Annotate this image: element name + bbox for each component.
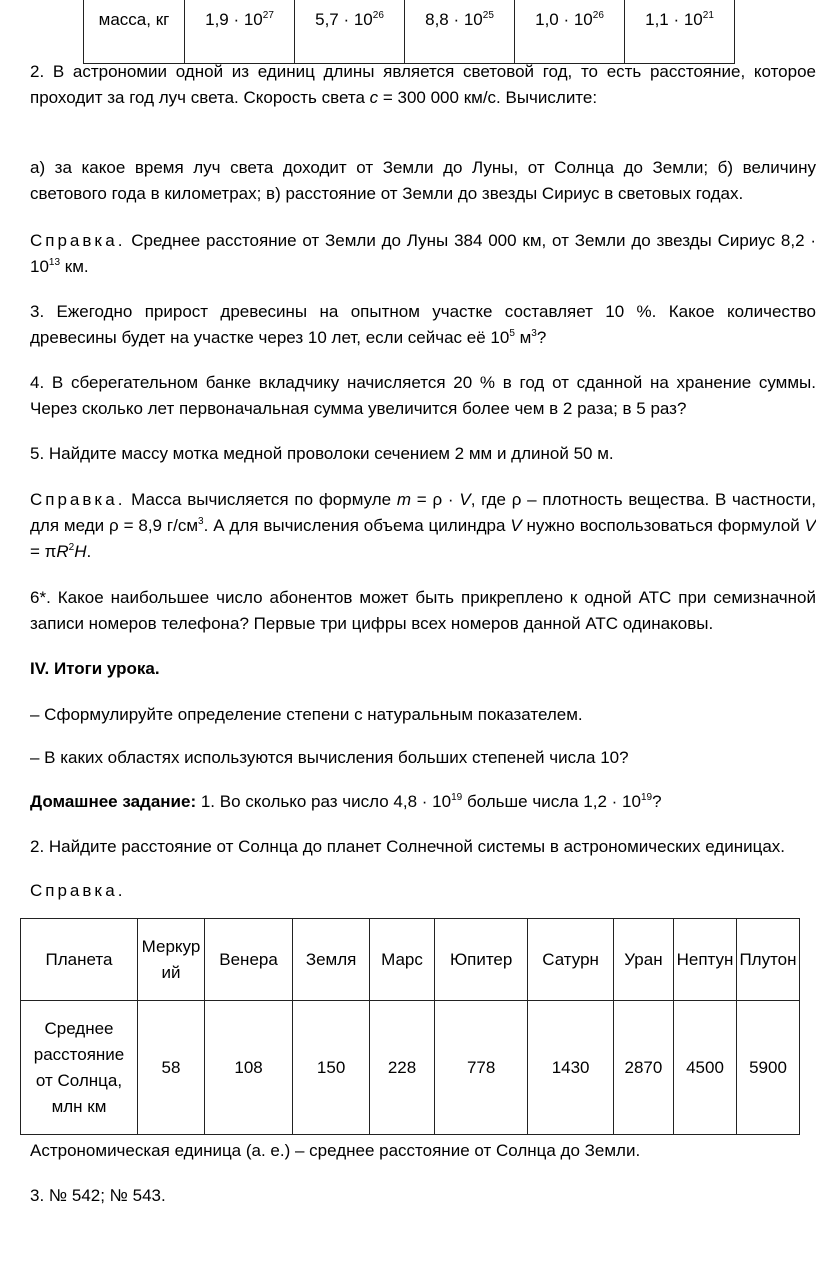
planet-name: Земля <box>293 919 370 1001</box>
question-1: – Сформулируйте определение степени с натуральным показателем. <box>30 705 583 724</box>
ref-label: Справка. <box>30 231 126 250</box>
table-row <box>21 1001 800 1135</box>
planet-name: Сатурн <box>528 919 614 1001</box>
planet-table <box>20 918 800 1135</box>
mass-label: масса, кг <box>84 0 185 64</box>
distance-cell: 4500 <box>674 1001 737 1135</box>
planet-name: Марс <box>370 919 435 1001</box>
exponent: 5 <box>509 328 515 339</box>
distance-cell: 1430 <box>528 1001 614 1135</box>
text: 2. В астрономии одной из единиц длины является световой год, то есть расстояние, которое проходит за год луч света. Скорость света <box>30 62 816 107</box>
mass-cell <box>625 0 735 64</box>
mantissa: 1,9 · 10 <box>205 10 263 29</box>
distance-cell: 2870 <box>613 1001 673 1135</box>
exponent: 13 <box>48 257 61 268</box>
planet-name: Меркурий <box>138 919 205 1001</box>
text: = 300 000 км/с. Вычислите: <box>378 88 598 107</box>
reference-1 <box>30 228 816 280</box>
mantissa: 8,8 · 10 <box>425 10 483 29</box>
au-definition: Астрономическая единица (а. е.) – среднее расстояние от Солнца до Земли. <box>30 1141 641 1160</box>
distance-cell: 150 <box>293 1001 370 1135</box>
var: V <box>804 516 816 535</box>
text: = ρ · <box>411 490 460 509</box>
mass-cell <box>185 0 295 64</box>
var: R <box>56 542 69 561</box>
var-c: c <box>369 88 379 107</box>
ref-label: Справка. <box>30 490 126 509</box>
exponent: 26 <box>592 10 604 21</box>
problem-6: 6*. Какое наибольшее число абонентов может быть прикреплено к одной АТС при семизначной записи номеров телефона? Первые три цифры всех номеров данной АТС одинаковы. <box>30 588 816 633</box>
exponent: 26 <box>372 10 384 21</box>
exponent: 3 <box>531 328 537 339</box>
homework-2: 2. Найдите расстояние от Солнца до планет Солнечной системы в астрономических единицах. <box>30 837 786 856</box>
homework-label: Домашнее задание: <box>30 792 197 811</box>
text: Масса вычисляется по формуле <box>125 490 397 509</box>
text: ? <box>652 792 662 811</box>
mantissa: 5,7 · 10 <box>315 10 373 29</box>
table-row <box>21 919 800 1001</box>
exponent: 2 <box>68 542 75 553</box>
distance-cell: 108 <box>205 1001 293 1135</box>
var: H <box>74 542 87 561</box>
exponent: 21 <box>702 10 714 21</box>
mass-cell <box>515 0 625 64</box>
planet-name: Венера <box>205 919 293 1001</box>
header-cell: Планета <box>21 919 138 1001</box>
distance-cell: 5900 <box>737 1001 800 1135</box>
exponent: 27 <box>262 10 274 21</box>
text: м <box>514 328 532 347</box>
mass-cell <box>295 0 405 64</box>
planet-name: Юпитер <box>434 919 527 1001</box>
question-2: – В каких областях используются вычисления больших степеней числа 10? <box>30 748 629 767</box>
text: 1. Во сколько раз число 4,8 · 10 <box>196 792 452 811</box>
homework-3: 3. № 542; № 543. <box>30 1186 166 1205</box>
section-heading: IV. Итоги урока. <box>30 659 160 678</box>
problem-4: 4. В сберегательном банке вкладчику начисляется 20 % в год от сданной на хранение суммы. Через сколько лет первоначальная сумма увеличится более чем в 2 раза; в 5 раз? <box>30 373 816 418</box>
text: км. <box>60 257 89 276</box>
text: = π <box>30 542 57 561</box>
exponent: 19 <box>640 792 653 803</box>
var: m <box>396 490 412 509</box>
mass-cell <box>405 0 515 64</box>
text: , где ρ – плотность вещества. В частности, для меди ρ = 8,9 г/см <box>30 490 816 535</box>
var: V <box>459 490 471 509</box>
planet-name: Уран <box>613 919 673 1001</box>
mass-table <box>83 0 735 64</box>
homework <box>30 789 816 815</box>
text: Среднее расстояние от Земли до Луны 384 000 км, от Земли до звезды Сириус 8,2 · 10 <box>30 231 816 276</box>
text: ? <box>536 328 547 347</box>
problem-2-parts: а) за какое время луч света доходит от Земли до Луны, от Солнца до Земли; б) величину светового года в километрах; в) расстояние от Земли до звезды Сириус в световых годах. <box>30 158 816 203</box>
problem-3 <box>30 299 816 351</box>
planet-name: Нептун <box>674 919 737 1001</box>
mantissa: 1,1 · 10 <box>645 10 703 29</box>
exponent: 3 <box>198 516 204 527</box>
text: 3. Ежегодно прирост древесины на опытном участке составляет 10 %. Какое количество древесины будет на участке через 10 лет, если сейчас её 10 <box>30 302 816 347</box>
problem-2 <box>30 59 816 111</box>
problem-5: 5. Найдите массу мотка медной проволоки сечением 2 мм и длиной 50 м. <box>30 444 614 463</box>
text: . <box>86 542 92 561</box>
text: нужно воспользоваться формулой <box>521 516 805 535</box>
distance-cell: 58 <box>138 1001 205 1135</box>
reference-3: Справка. <box>30 881 126 900</box>
distance-cell: 778 <box>434 1001 527 1135</box>
var: V <box>510 516 522 535</box>
mantissa: 1,0 · 10 <box>535 10 593 29</box>
reference-2 <box>30 487 816 565</box>
distance-cell: 228 <box>370 1001 435 1135</box>
text: . А для вычисления объема цилиндра <box>203 516 511 535</box>
text: больше числа 1,2 · 10 <box>462 792 641 811</box>
row-label: Среднее расстояние от Солнца, млн км <box>21 1001 138 1135</box>
exponent: 19 <box>451 792 463 803</box>
exponent: 25 <box>482 10 494 21</box>
planet-name: Плутон <box>737 919 800 1001</box>
